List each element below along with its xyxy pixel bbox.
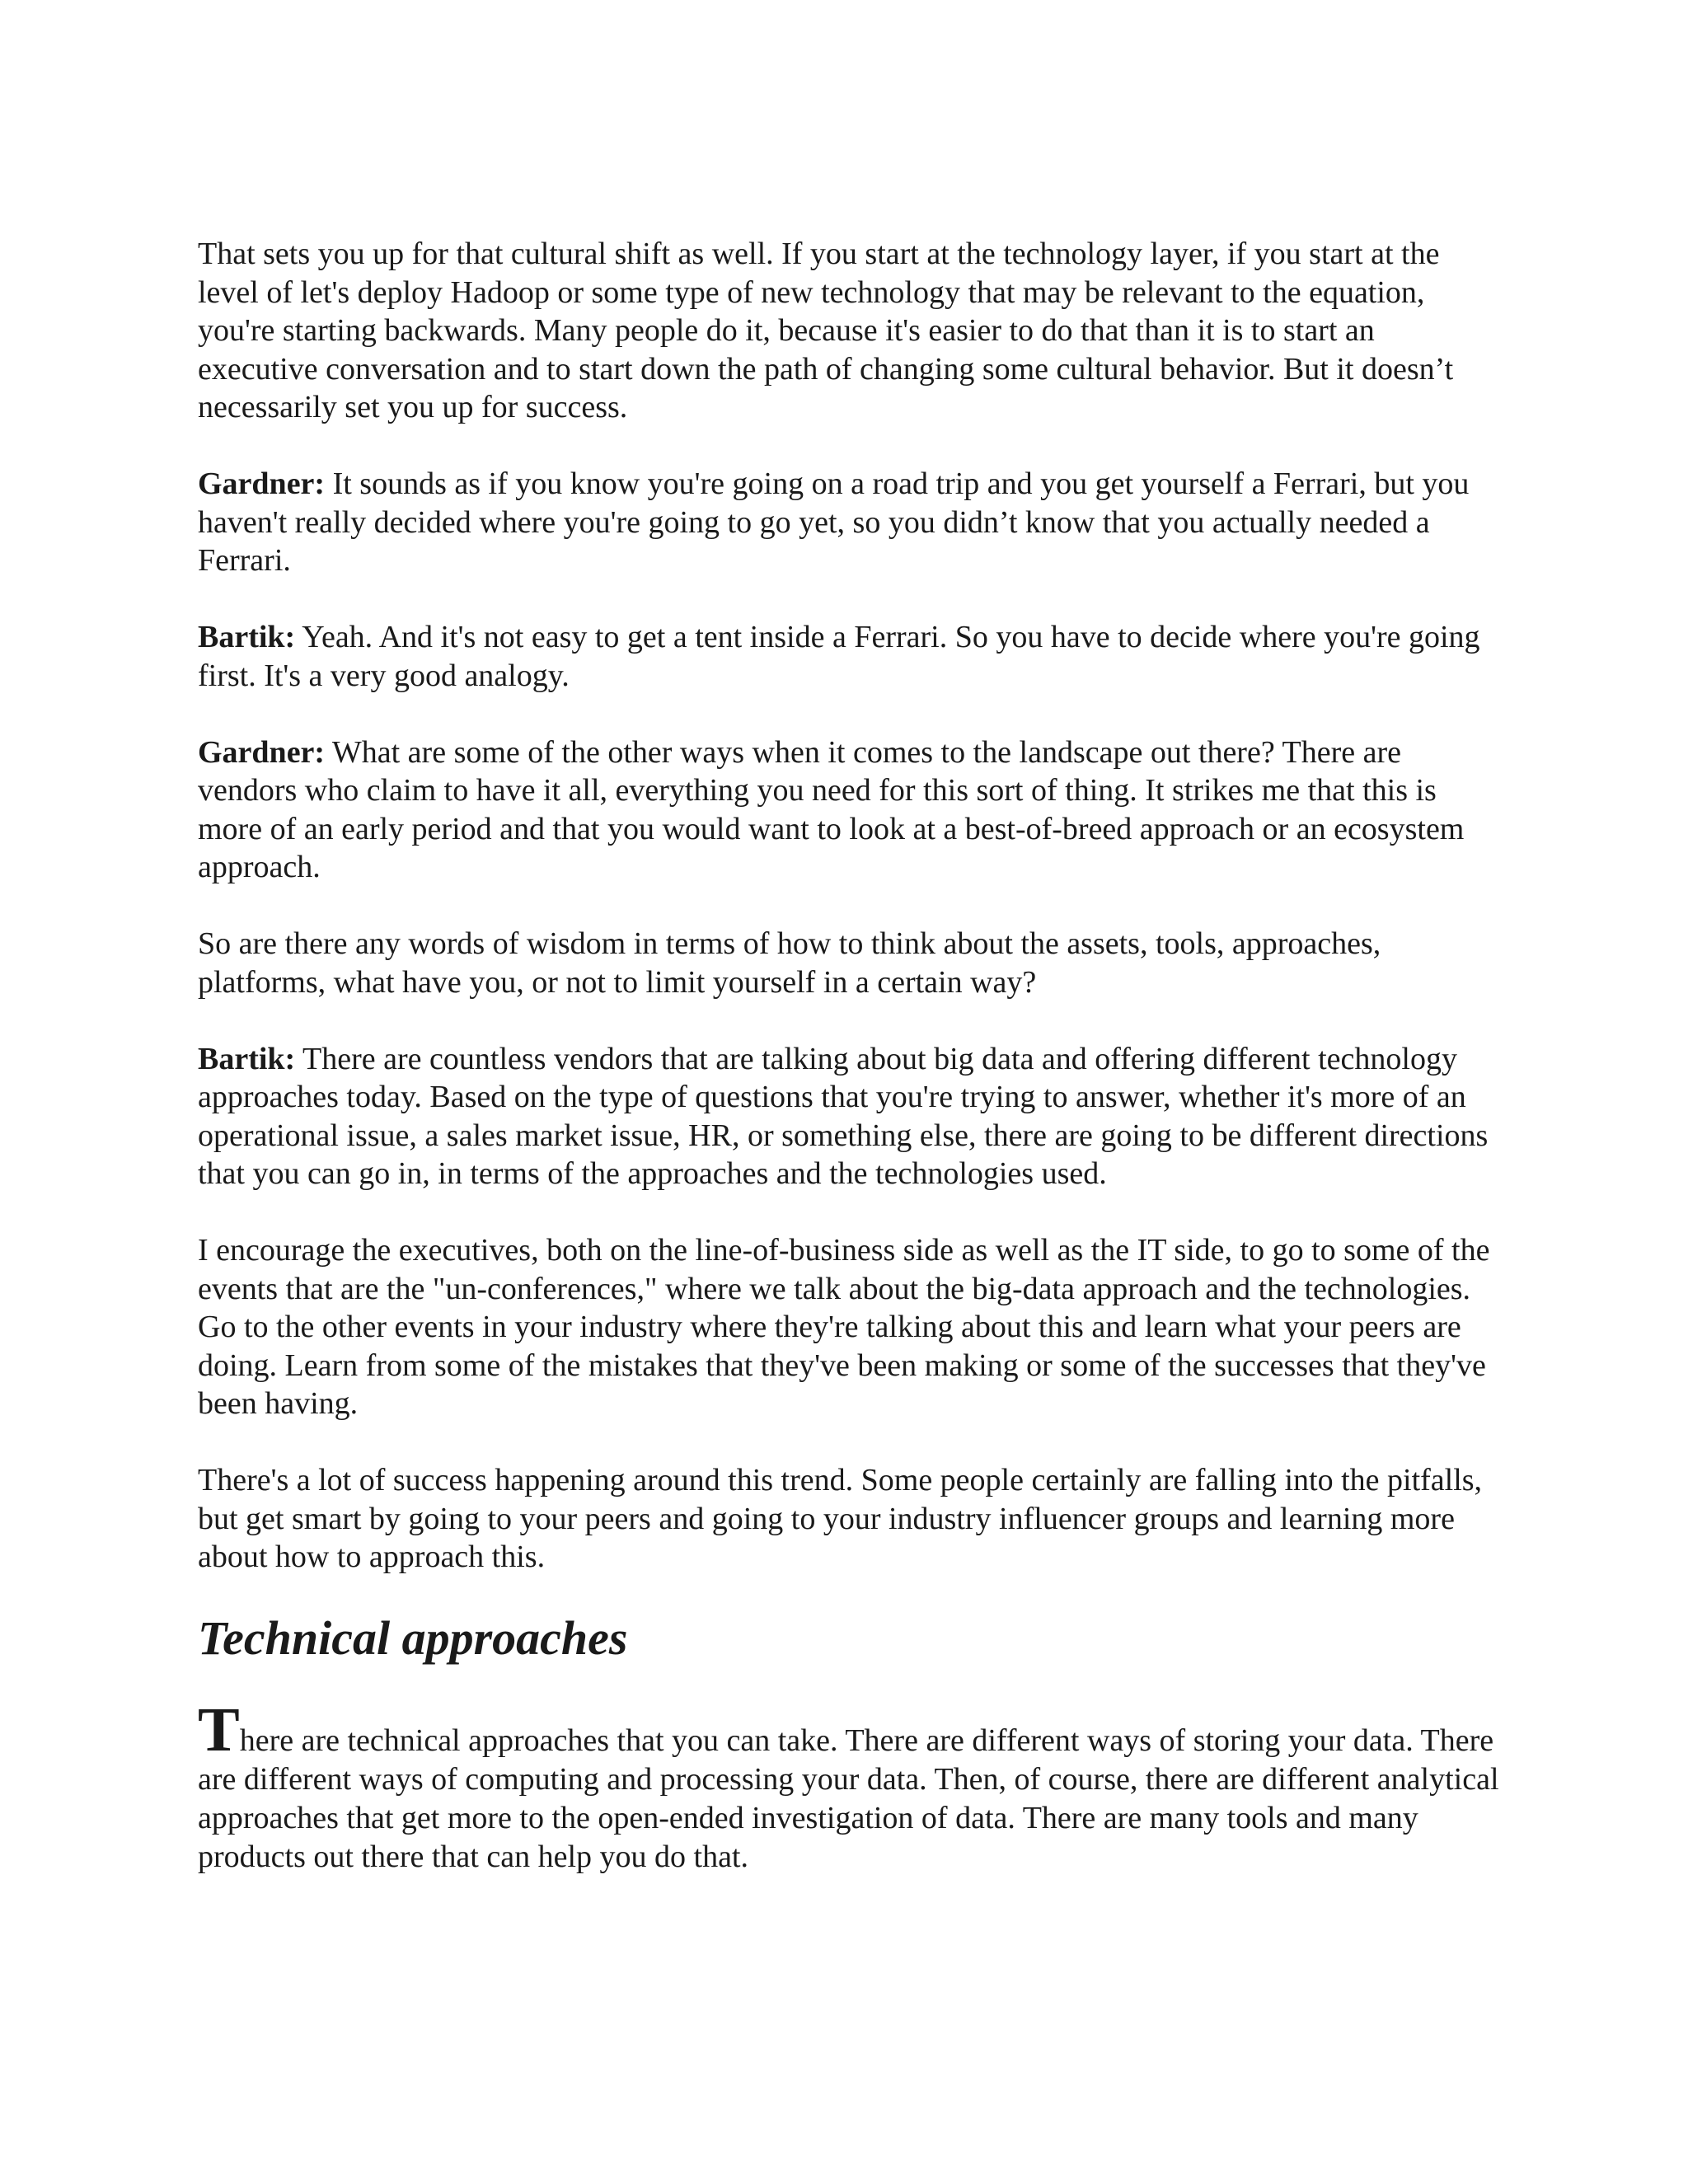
paragraph [198, 733, 1500, 887]
paragraph [198, 235, 1500, 427]
paragraph-text: There's a lot of success happening around this trend. Some people certainly are falling into the pitfalls, but get smart by going to your peers and going to your industry influencer groups and learning more about how to approach this. [198, 1463, 1483, 1574]
speaker-name: Bartik: [198, 1041, 296, 1076]
document-page [198, 235, 1500, 1877]
paragraph-text: here are technical approaches that you can take. There are different ways of storing your data. There are different ways of computing and processing your data. Then, of course, there are different analytical approaches that get more to the open-ended investigation of data. There are many tools and many products out there that can help you do that. [198, 1723, 1499, 1874]
speaker-name: Gardner: [198, 466, 326, 501]
paragraph-text: There are countless vendors that are talking about big data and offering different technology approaches today. Based on the type of questions that you're trying to answer, whether it's more of an operational issue, a sales market issue, HR, or something else, there are going to be different directions that you can go in, in terms of the approaches and the technologies used. [198, 1041, 1489, 1191]
paragraph-text: It sounds as if you know you're going on a road trip and you get yourself a Ferrari, but you haven't really decided where you're going to go yet, so you didn’t know that you actually needed a Ferrari. [198, 466, 1470, 578]
speaker-name: Bartik: [198, 620, 296, 654]
paragraph-text: That sets you up for that cultural shift as well. If you start at the technology layer, if you start at the level of let's deploy Hadoop or some type of new technology that may be relevant to the equation, you're starting backwards. Many people do it, because it's easier to do that than it is to start an executive conversation and to start down the path of changing some cultural behavior. But it doesn’t necessarily set you up for success. [198, 237, 1454, 424]
paragraph [198, 925, 1500, 1001]
paragraph [198, 618, 1500, 695]
paragraph [198, 1461, 1500, 1577]
paragraph-text: Yeah. And it's not easy to get a tent inside a Ferrari. So you have to decide where you're going first. It's a very good analogy. [198, 620, 1480, 693]
paragraph [198, 1231, 1500, 1423]
speaker-name: Gardner: [198, 734, 326, 770]
paragraph-text: I encourage the executives, both on the line-of-business side as well as the IT side, to go to some of the events that are the "un-conferences," where we talk about the big-data approach and the technologies. Go to the other events in your industry where they're talking about this and learn what your peers are doing. Learn from some of the mistakes that they've been making or some of the successes that they've been having. [198, 1233, 1490, 1421]
paragraph [198, 465, 1500, 580]
drop-cap: T [198, 1695, 240, 1765]
paragraph [198, 1040, 1500, 1193]
paragraph-text: So are there any words of wisdom in terms of how to think about the assets, tools, approaches, platforms, what have you, or not to limit yourself in a certain way? [198, 926, 1381, 1000]
section-paragraph [198, 1695, 1500, 1877]
section-heading: Technical approaches [198, 1611, 628, 1665]
paragraph-text: What are some of the other ways when it comes to the landscape out there? There are vendors who claim to have it all, everything you need for this sort of thing. It strikes me that this is more of an early period and that you would want to look at a best-of-breed approach or an ecosystem approach. [198, 734, 1465, 884]
